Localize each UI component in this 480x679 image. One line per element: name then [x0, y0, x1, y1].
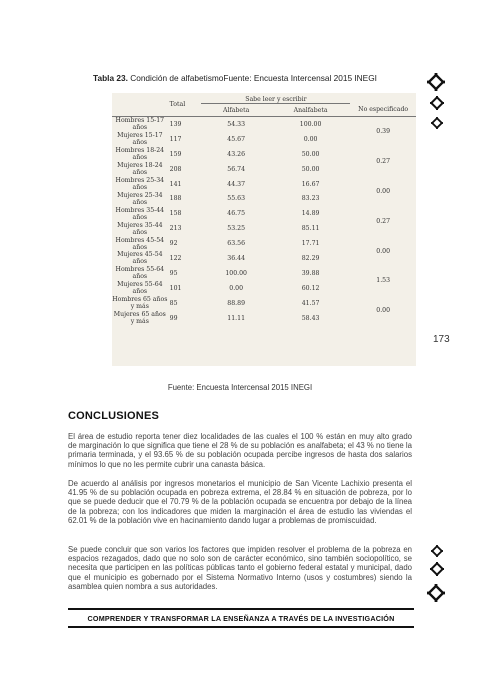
row-analfabeta: 58.43	[301, 314, 320, 322]
row-analfabeta: 39.88	[301, 269, 320, 277]
row-label: Mujeres 25-34 años	[117, 191, 163, 206]
row-analfabeta: 50.00	[301, 165, 320, 173]
row-label: Mujeres 45-54 años	[117, 251, 163, 266]
footer-rule-bottom	[68, 626, 414, 628]
header-no-especificado: No especificado	[350, 104, 416, 117]
row-total: 99	[169, 314, 178, 322]
row-label: Hombres 15-17 años	[115, 117, 165, 132]
row-analfabeta: 85.11	[301, 225, 320, 233]
row-alfabeta: 54.33	[227, 120, 246, 128]
paragraph: Se puede concluir que son varios los factores que impiden resolver el problema de la pobreza en espacios rezagados, dado que no solo son de carácter económico, sino también sociopolítico, se necesita que participen en las políticas públicas tanto el gobierno federal estatal y municipal, dado que el municipio es gobernado por el Sistema Normativo Interno (usos y costumbres) siendo la asamblea quien nombra a sus autoridades.	[68, 545, 412, 591]
row-alfabeta: 53.25	[227, 225, 246, 233]
section-title: CONCLUSIONES	[68, 410, 160, 422]
row-total: 117	[169, 135, 182, 143]
row-alfabeta: 46.75	[227, 210, 246, 218]
diamond-ornament-icon	[430, 96, 444, 110]
row-alfabeta: 11.11	[227, 314, 246, 322]
diamond-ornament-icon	[427, 73, 445, 91]
row-analfabeta: 17.71	[301, 240, 320, 248]
row-alfabeta: 88.89	[227, 299, 246, 307]
paragraph: De acuerdo al análisis por ingresos monetarios el municipio de San Vicente Lachixio presenta el 41.95 % de su población ocupada en pobreza extrema, el 28.84 % en situación de pobreza, por lo que se puede deducir que el 70.79 % de la población ocupada se encuentra por debajo de la línea de la pobreza; con los indicadores que miden la marginación el área de estudio las viviendas el 62.01 % de la población vive en hacinamiento dando lugar a problemas de promiscuidad.	[68, 479, 412, 525]
row-analfabeta: 82.29	[301, 254, 320, 262]
row-alfabeta: 63.56	[227, 240, 246, 248]
table-row	[112, 177, 416, 192]
row-total: 158	[169, 210, 182, 218]
row-alfabeta: 0.00	[229, 284, 244, 292]
row-analfabeta: 60.12	[301, 284, 320, 292]
row-alfabeta: 55.63	[227, 195, 246, 203]
paragraph: El área de estudio reporta tener diez localidades de las cuales el 100 % están en muy alto grado de marginación lo que significa que tiene el 28 % de su población es analfabeta; el 43 % no tiene la primaria terminada, y el 93.65 % de su población ocupada percibe ingresos de hasta dos salarios mínimos lo que no les permite cubrir una canasta básica.	[68, 432, 412, 469]
header-group: Sabe leer y escribir	[201, 93, 350, 104]
running-footer: COMPRENDER Y TRANSFORMAR LA ENSEÑANZA A TRAVÉS DE LA INVESTIGACIÓN	[87, 614, 395, 623]
row-label: Hombres 25-34 años	[115, 177, 165, 191]
table-caption-text: Condición de alfabetismoFuente: Encuesta Intercensal 2015 INEGI	[127, 73, 377, 83]
row-no-especificado: 0.27	[376, 158, 391, 166]
row-total: 139	[169, 120, 182, 128]
row-total: 159	[169, 150, 182, 158]
row-analfabeta: 14.89	[301, 210, 320, 218]
diamond-ornament-icon	[430, 562, 444, 576]
header-analfabeta: Analfabeta	[271, 104, 350, 117]
row-label: Hombres 45-54 años	[115, 236, 165, 251]
row-label: Mujeres 65 años y más	[113, 311, 166, 326]
row-alfabeta: 43.26	[227, 150, 246, 158]
row-alfabeta: 36.44	[227, 254, 246, 262]
row-alfabeta: 45.67	[227, 135, 246, 143]
row-no-especificado: 0.39	[376, 128, 391, 136]
page-number: 173	[433, 334, 450, 345]
row-label: Hombres 35-44 años	[115, 206, 165, 221]
row-analfabeta: 100.00	[299, 120, 322, 128]
row-analfabeta: 41.57	[301, 299, 320, 307]
row-analfabeta: 16.67	[301, 180, 320, 188]
row-no-especificado: 1.53	[376, 277, 391, 285]
row-alfabeta: 100.00	[225, 269, 247, 277]
table-caption-label: Tabla 23.	[93, 73, 128, 83]
table-row	[112, 147, 416, 162]
header-total: Total	[168, 93, 202, 117]
table-row	[112, 117, 416, 132]
row-label: Mujeres 35-44 años	[117, 221, 163, 236]
table-row	[112, 206, 416, 221]
row-total: 122	[169, 254, 182, 262]
row-no-especificado: 0.00	[376, 247, 391, 255]
table-row	[112, 296, 416, 311]
header-alfabeta: Alfabeta	[201, 104, 270, 117]
diamond-ornament-icon	[427, 584, 445, 602]
row-total: 101	[169, 284, 182, 292]
row-label: Hombres 55-64 años	[115, 266, 165, 281]
row-total: 85	[169, 299, 178, 307]
row-no-especificado: 0.27	[376, 217, 391, 225]
row-analfabeta: 0.00	[303, 135, 318, 143]
row-label: Hombres 18-24 años	[115, 147, 165, 162]
row-label: Mujeres 15-17 años	[117, 132, 163, 147]
literacy-table-grid	[112, 93, 416, 325]
table-row	[112, 236, 416, 251]
row-total: 213	[169, 225, 182, 233]
row-total: 92	[169, 240, 178, 248]
table-source: Fuente: Encuesta Intercensal 2015 INEGI	[167, 383, 313, 392]
row-alfabeta: 56.74	[227, 165, 246, 173]
row-label: Hombres 65 años y más	[112, 296, 168, 311]
row-analfabeta: 50.00	[301, 150, 320, 158]
table-row	[112, 266, 416, 281]
row-label: Mujeres 18-24 años	[117, 162, 163, 177]
literacy-table	[112, 93, 416, 366]
diamond-ornament-icon	[431, 117, 443, 129]
row-total: 188	[169, 195, 182, 203]
row-total: 141	[169, 180, 182, 188]
row-analfabeta: 83.23	[301, 195, 320, 203]
footer-rule-top	[68, 608, 414, 610]
row-label: Mujeres 55-64 años	[117, 281, 163, 296]
diamond-ornament-icon	[431, 545, 443, 557]
table-caption	[93, 73, 423, 83]
row-alfabeta: 44.37	[227, 180, 246, 188]
row-total: 95	[169, 269, 178, 277]
row-no-especificado: 0.00	[376, 307, 391, 315]
row-no-especificado: 0.00	[376, 187, 391, 195]
row-total: 208	[169, 165, 182, 173]
